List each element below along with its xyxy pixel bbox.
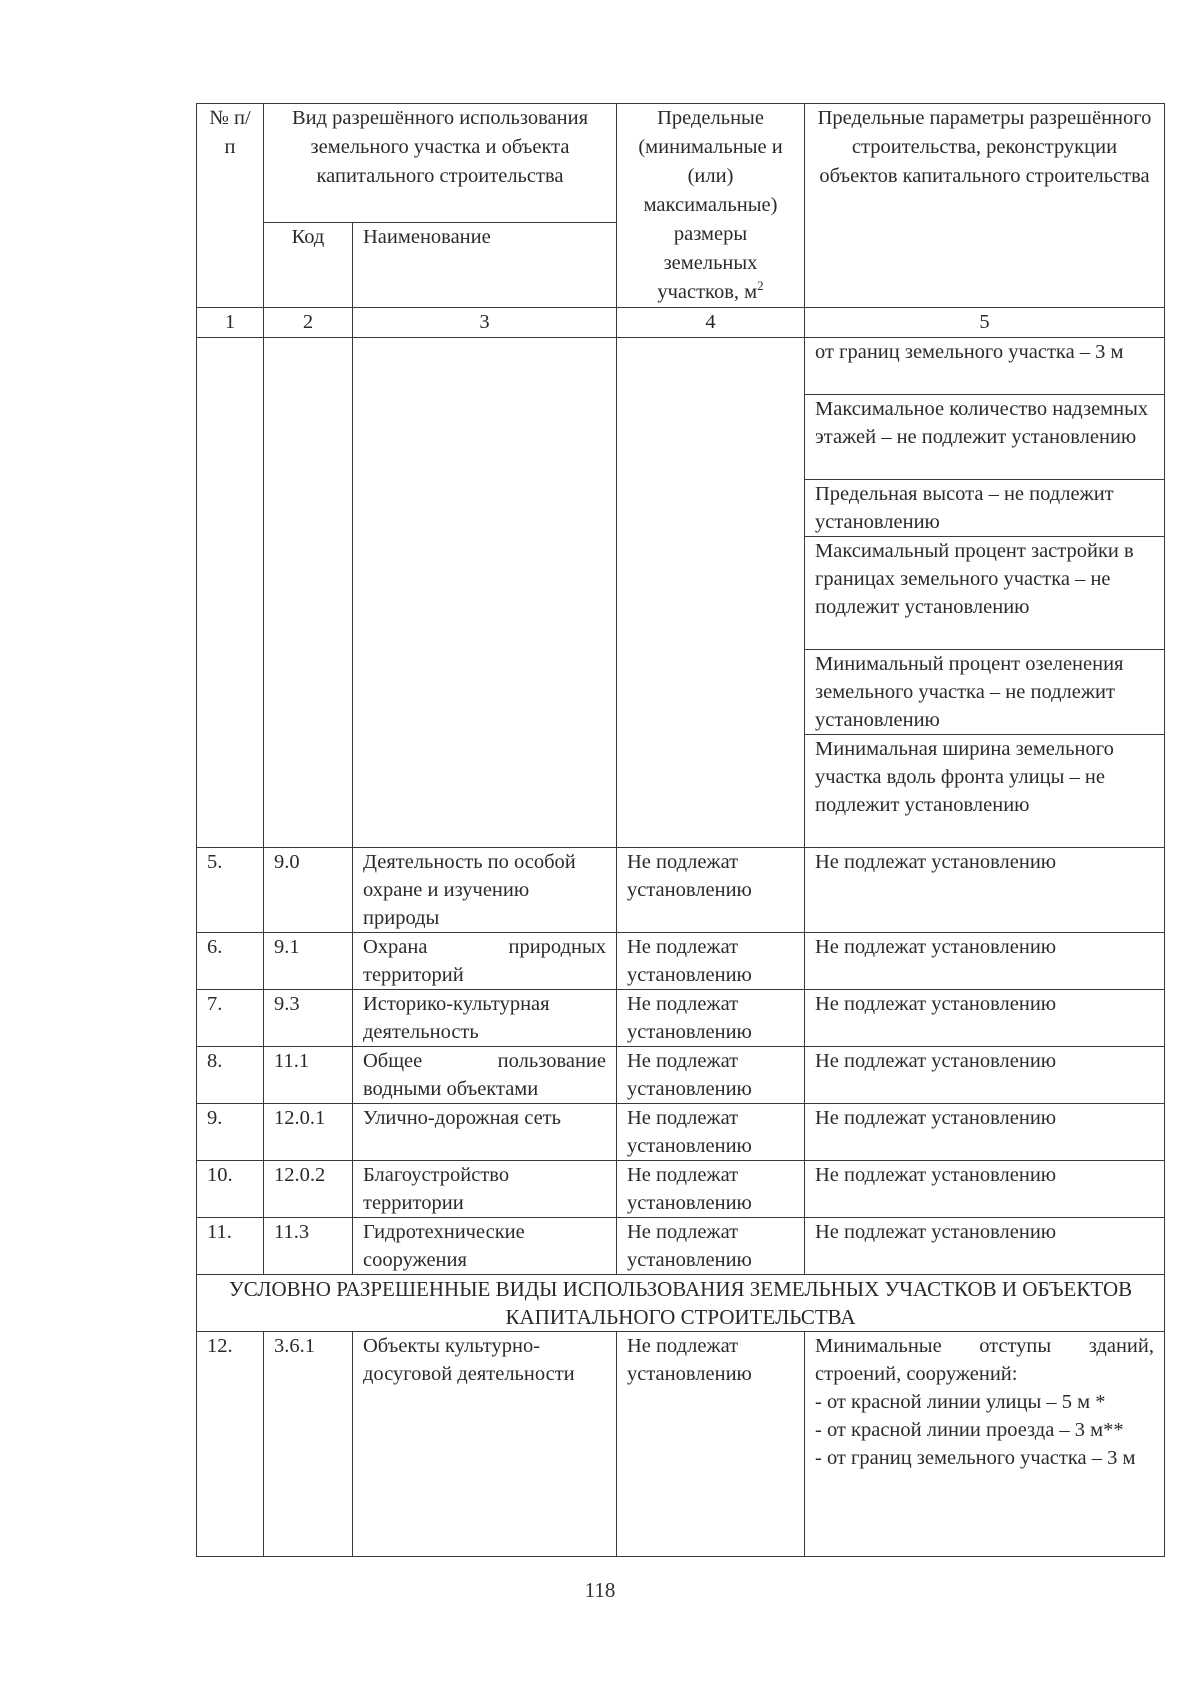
param-cell: Минимальный процент озеленения земельного участка – не подлежит установлению bbox=[805, 650, 1165, 735]
header-params: Предельные параметры разрешённого строительства, реконструкции объектов капитального строительства bbox=[805, 104, 1165, 308]
row-code: 12.0.2 bbox=[264, 1161, 353, 1218]
row-name: Гидротехнические сооружения bbox=[353, 1218, 617, 1275]
header-sizes-text: Предельные (минимальные и (или) максимальные) размеры земельных участков, м bbox=[638, 107, 783, 303]
row-name: Улично-дорожная сеть bbox=[353, 1104, 617, 1161]
row-sizes: Не подлежат установлению bbox=[617, 1047, 805, 1104]
table-row bbox=[197, 933, 1165, 990]
header-code: Код bbox=[264, 223, 353, 308]
param-line: - от красной линии улицы – 5 м * bbox=[815, 1391, 1106, 1413]
continued-sizes-cell bbox=[617, 338, 805, 848]
column-number: 4 bbox=[617, 308, 805, 338]
row-code: 9.1 bbox=[264, 933, 353, 990]
row-code: 12.0.1 bbox=[264, 1104, 353, 1161]
column-number: 1 bbox=[197, 308, 264, 338]
row-num: 9. bbox=[197, 1104, 264, 1161]
zoning-table bbox=[196, 103, 1165, 1557]
row-params: Не подлежат установлению bbox=[805, 933, 1165, 990]
row-code: 9.0 bbox=[264, 848, 353, 933]
row-code: 11.1 bbox=[264, 1047, 353, 1104]
column-number: 5 bbox=[805, 308, 1165, 338]
row-name: Общее пользование водными объектами bbox=[353, 1047, 617, 1104]
row-params: Не подлежат установлению bbox=[805, 848, 1165, 933]
header-name: Наименование bbox=[353, 223, 617, 308]
param-cell: от границ земельного участка – 3 м bbox=[805, 338, 1165, 395]
row-num: 8. bbox=[197, 1047, 264, 1104]
row-sizes: Не подлежат установлению bbox=[617, 1332, 805, 1557]
row-params bbox=[805, 1332, 1165, 1557]
row-code: 11.3 bbox=[264, 1218, 353, 1275]
row-name: Благоустройство территории bbox=[353, 1161, 617, 1218]
row-num: 12. bbox=[197, 1332, 264, 1557]
row-params: Не подлежат установлению bbox=[805, 1104, 1165, 1161]
param-line: - от красной линии проезда – 3 м** bbox=[815, 1419, 1124, 1441]
continued-num-cell bbox=[197, 338, 264, 848]
param-cell: Минимальная ширина земельного участка вдоль фронта улицы – не подлежит установлению bbox=[805, 735, 1165, 848]
row-sizes: Не подлежат установлению bbox=[617, 848, 805, 933]
row-sizes: Не подлежат установлению bbox=[617, 1104, 805, 1161]
row-num: 11. bbox=[197, 1218, 264, 1275]
row-num: 6. bbox=[197, 933, 264, 990]
continued-name-cell bbox=[353, 338, 617, 848]
table-row bbox=[197, 1047, 1165, 1104]
column-number: 3 bbox=[353, 308, 617, 338]
page-number: 118 bbox=[584, 1578, 616, 1602]
row-name: Объекты культурно-досуговой деятельности bbox=[353, 1332, 617, 1557]
table-row bbox=[197, 1161, 1165, 1218]
row-params: Не подлежат установлению bbox=[805, 990, 1165, 1047]
header-sizes-sup: 2 bbox=[757, 278, 764, 294]
param-cell: Максимальный процент застройки в границах земельного участка – не подлежит установлению bbox=[805, 537, 1165, 650]
row-sizes: Не подлежат установлению bbox=[617, 990, 805, 1047]
row-name: Охрана природных территорий bbox=[353, 933, 617, 990]
row-params: Не подлежат установлению bbox=[805, 1218, 1165, 1275]
header-type-group: Вид разрешённого использования земельного участка и объекта капитального строительства bbox=[264, 104, 617, 223]
row-params: Не подлежат установлению bbox=[805, 1161, 1165, 1218]
row-params: Не подлежат установлению bbox=[805, 1047, 1165, 1104]
param-cell: Предельная высота – не подлежит установлению bbox=[805, 480, 1165, 537]
continued-code-cell bbox=[264, 338, 353, 848]
row-num: 7. bbox=[197, 990, 264, 1047]
param-cell: Максимальное количество надземных этажей – не подлежит установлению bbox=[805, 395, 1165, 480]
column-number-row bbox=[197, 308, 1165, 338]
section-header-row bbox=[197, 1275, 1165, 1332]
row-sizes: Не подлежат установлению bbox=[617, 1161, 805, 1218]
section-title: УСЛОВНО РАЗРЕШЕННЫЕ ВИДЫ ИСПОЛЬЗОВАНИЯ ЗЕМЕЛЬНЫХ УЧАСТКОВ И ОБЪЕКТОВ КАПИТАЛЬНОГО СТРОИТЕЛЬСТВА bbox=[197, 1275, 1165, 1332]
row-code: 3.6.1 bbox=[264, 1332, 353, 1557]
row-num: 10. bbox=[197, 1161, 264, 1218]
param-line: - от границ земельного участка – 3 м bbox=[815, 1447, 1136, 1469]
row-sizes: Не подлежат установлению bbox=[617, 933, 805, 990]
table-row bbox=[197, 1218, 1165, 1275]
param-line: Минимальные отступы зданий, строений, сооружений: bbox=[815, 1335, 1154, 1385]
table-row bbox=[197, 990, 1165, 1047]
row-name: Историко-культурная деятельность bbox=[353, 990, 617, 1047]
header-row-1 bbox=[197, 104, 1165, 223]
row-sizes: Не подлежат установлению bbox=[617, 1218, 805, 1275]
table-row bbox=[197, 1332, 1165, 1557]
table-row bbox=[197, 848, 1165, 933]
column-number: 2 bbox=[264, 308, 353, 338]
row-name: Деятельность по особой охране и изучению природы bbox=[353, 848, 617, 933]
continued-row bbox=[197, 338, 1165, 395]
row-code: 9.3 bbox=[264, 990, 353, 1047]
table-row bbox=[197, 1104, 1165, 1161]
header-sizes bbox=[617, 104, 805, 308]
row-num: 5. bbox=[197, 848, 264, 933]
header-num: № п/п bbox=[197, 104, 264, 308]
